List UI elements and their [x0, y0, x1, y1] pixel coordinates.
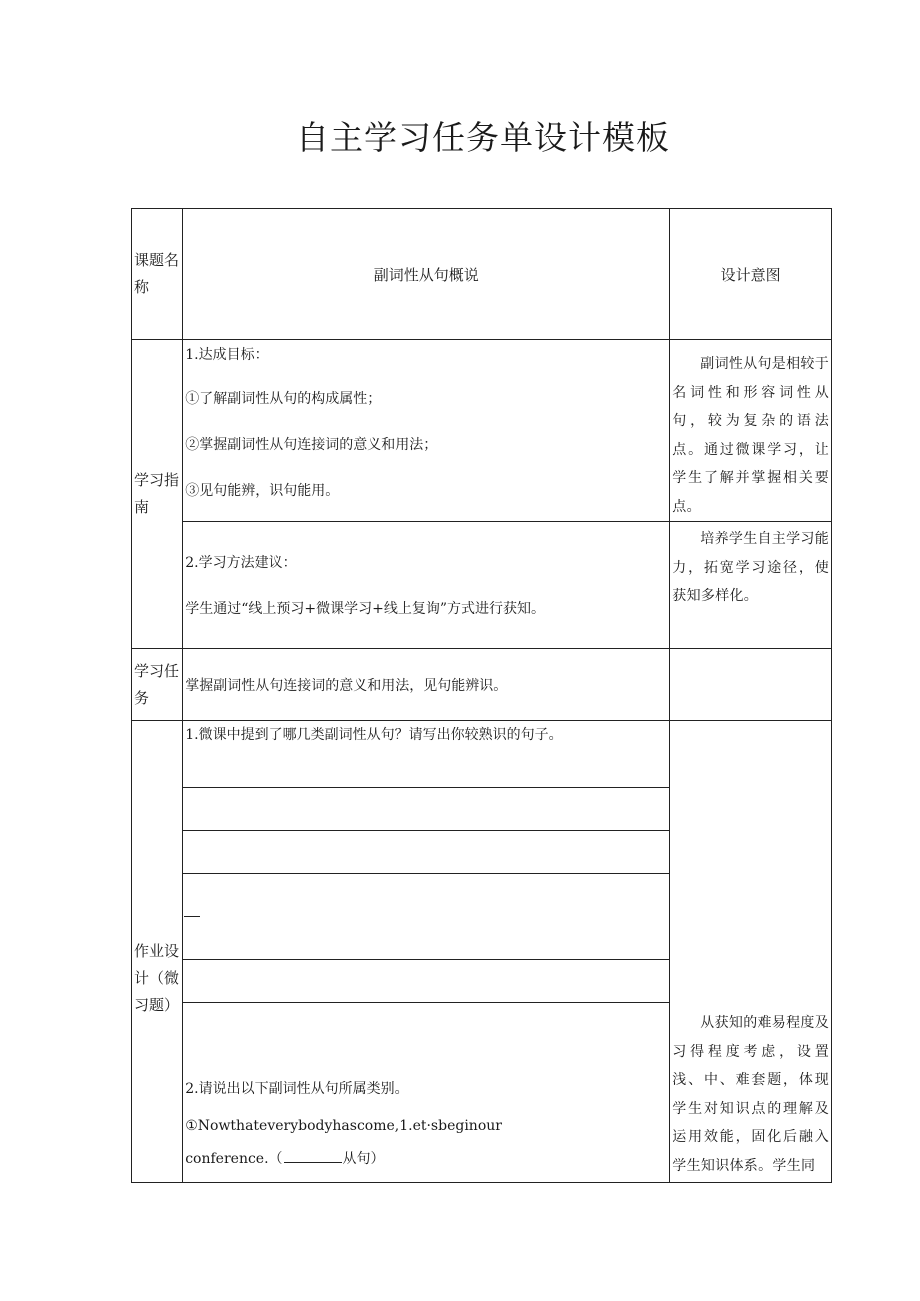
page-title: 自主学习任务单设计模板 [296, 118, 670, 157]
question-2: 2.请说出以下副词性从句所属类别。 [185, 1081, 409, 1097]
homework-label-cell [132, 721, 183, 1183]
method-cell [183, 522, 670, 649]
fill-in-blank[interactable] [284, 1150, 342, 1163]
task-row [132, 649, 832, 721]
task-table [131, 208, 832, 1183]
goals-intent: 副词性从句是相较于名词性和形容词性从句，较为复杂的语法点。通过微课学习，让学生了解并掌握相关要点。 [672, 356, 829, 515]
method-heading: 2.学习方法建议： [185, 555, 297, 571]
goal-item: ①了解副词性从句的构成属性； [185, 391, 382, 407]
method-intent-cell [670, 522, 832, 649]
q2-item-1-prefix: conference.（ [185, 1151, 283, 1167]
homework-label: 作业设计（微习题） [134, 942, 180, 1014]
dash-mark [184, 916, 200, 917]
intent-header-cell [670, 209, 832, 340]
answer-blank[interactable] [183, 960, 670, 1003]
design-intent-heading: 设计意图 [720, 265, 781, 284]
answer-blank[interactable] [183, 874, 670, 960]
header-row [132, 209, 832, 340]
goals-heading: 1.达成目标： [185, 347, 269, 363]
topic-cell [183, 209, 670, 340]
q2-item-1-line-2 [185, 1148, 667, 1168]
task-label: 学习任务 [134, 661, 180, 707]
task-intent-cell [670, 649, 832, 721]
answer-blank[interactable] [183, 788, 670, 831]
topic-name: 副词性从句概说 [373, 265, 479, 284]
q1-cell [183, 721, 670, 788]
goal-item: ②掌握副词性从句连接词的意义和用法； [185, 437, 438, 453]
homework-intent-cell [670, 721, 832, 1183]
topic-label: 课题名称 [134, 251, 180, 296]
q2-cell [183, 1003, 670, 1183]
guide-goals-row [132, 340, 832, 522]
task-text: 掌握副词性从句连接词的意义和用法，见句能辨识。 [185, 677, 508, 694]
task-label-cell [132, 649, 183, 721]
q2-item-1-suffix: 从句） [342, 1151, 385, 1167]
homework-row [132, 721, 832, 788]
task-cell [183, 649, 670, 721]
guide-method-row [132, 522, 832, 649]
goal-item: ③见句能辨，识句能用。 [185, 483, 340, 499]
homework-intent: 从获知的难易程度及习得程度考虑，设置浅、中、难套题，体现学生对知识点的理解及运用效能，固化后融入学生知识体系。学生同 [672, 1015, 829, 1174]
guide-label-cell [132, 340, 183, 649]
goals-cell [183, 340, 670, 522]
topic-label-cell [132, 209, 183, 340]
answer-blank[interactable] [183, 831, 670, 874]
goals-intent-cell [670, 340, 832, 522]
method-text: 学生通过“线上预习+微课学习+线上复询”方式进行获知。 [185, 601, 545, 617]
guide-label: 学习指南 [134, 471, 180, 516]
method-intent: 培养学生自主学习能力，拓宽学习途径，使获知多样化。 [672, 531, 829, 604]
question-1: 1.微课中提到了哪几类副词性从句？请写出你较熟识的句子。 [185, 727, 563, 743]
q2-item-1-line-1: ①Nowthateverybodyhascome,1.et·sbeginour [185, 1118, 502, 1134]
